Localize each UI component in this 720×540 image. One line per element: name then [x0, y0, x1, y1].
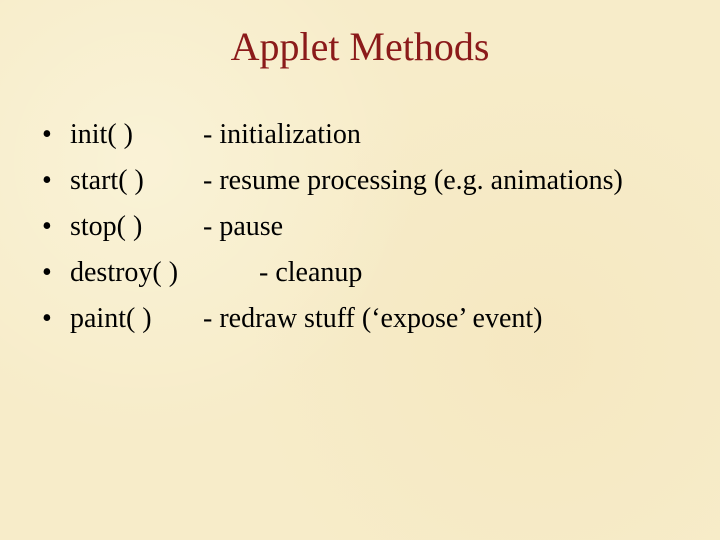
- method-description: - cleanup: [259, 257, 363, 288]
- method-name: start( ): [70, 165, 144, 196]
- bullet-icon: •: [42, 211, 52, 242]
- bullet-icon: •: [42, 303, 52, 334]
- method-name: stop( ): [70, 211, 143, 242]
- list-item: [0, 296, 720, 342]
- bullet-icon: •: [42, 119, 52, 150]
- list-item: [0, 250, 720, 296]
- method-name: init( ): [70, 119, 133, 150]
- list-item: [0, 158, 720, 204]
- list-item: [0, 204, 720, 250]
- bullet-icon: •: [42, 257, 52, 288]
- bullet-icon: •: [42, 165, 52, 196]
- slide-title: Applet Methods: [230, 24, 490, 69]
- method-name: destroy( ): [70, 257, 179, 288]
- list-item: [0, 112, 720, 158]
- method-description: - redraw stuff (‘expose’ event): [203, 303, 543, 334]
- method-description: - resume processing (e.g. animations): [203, 165, 623, 196]
- method-name: paint( ): [70, 303, 152, 334]
- method-description: - initialization: [203, 119, 361, 150]
- method-description: - pause: [203, 211, 284, 242]
